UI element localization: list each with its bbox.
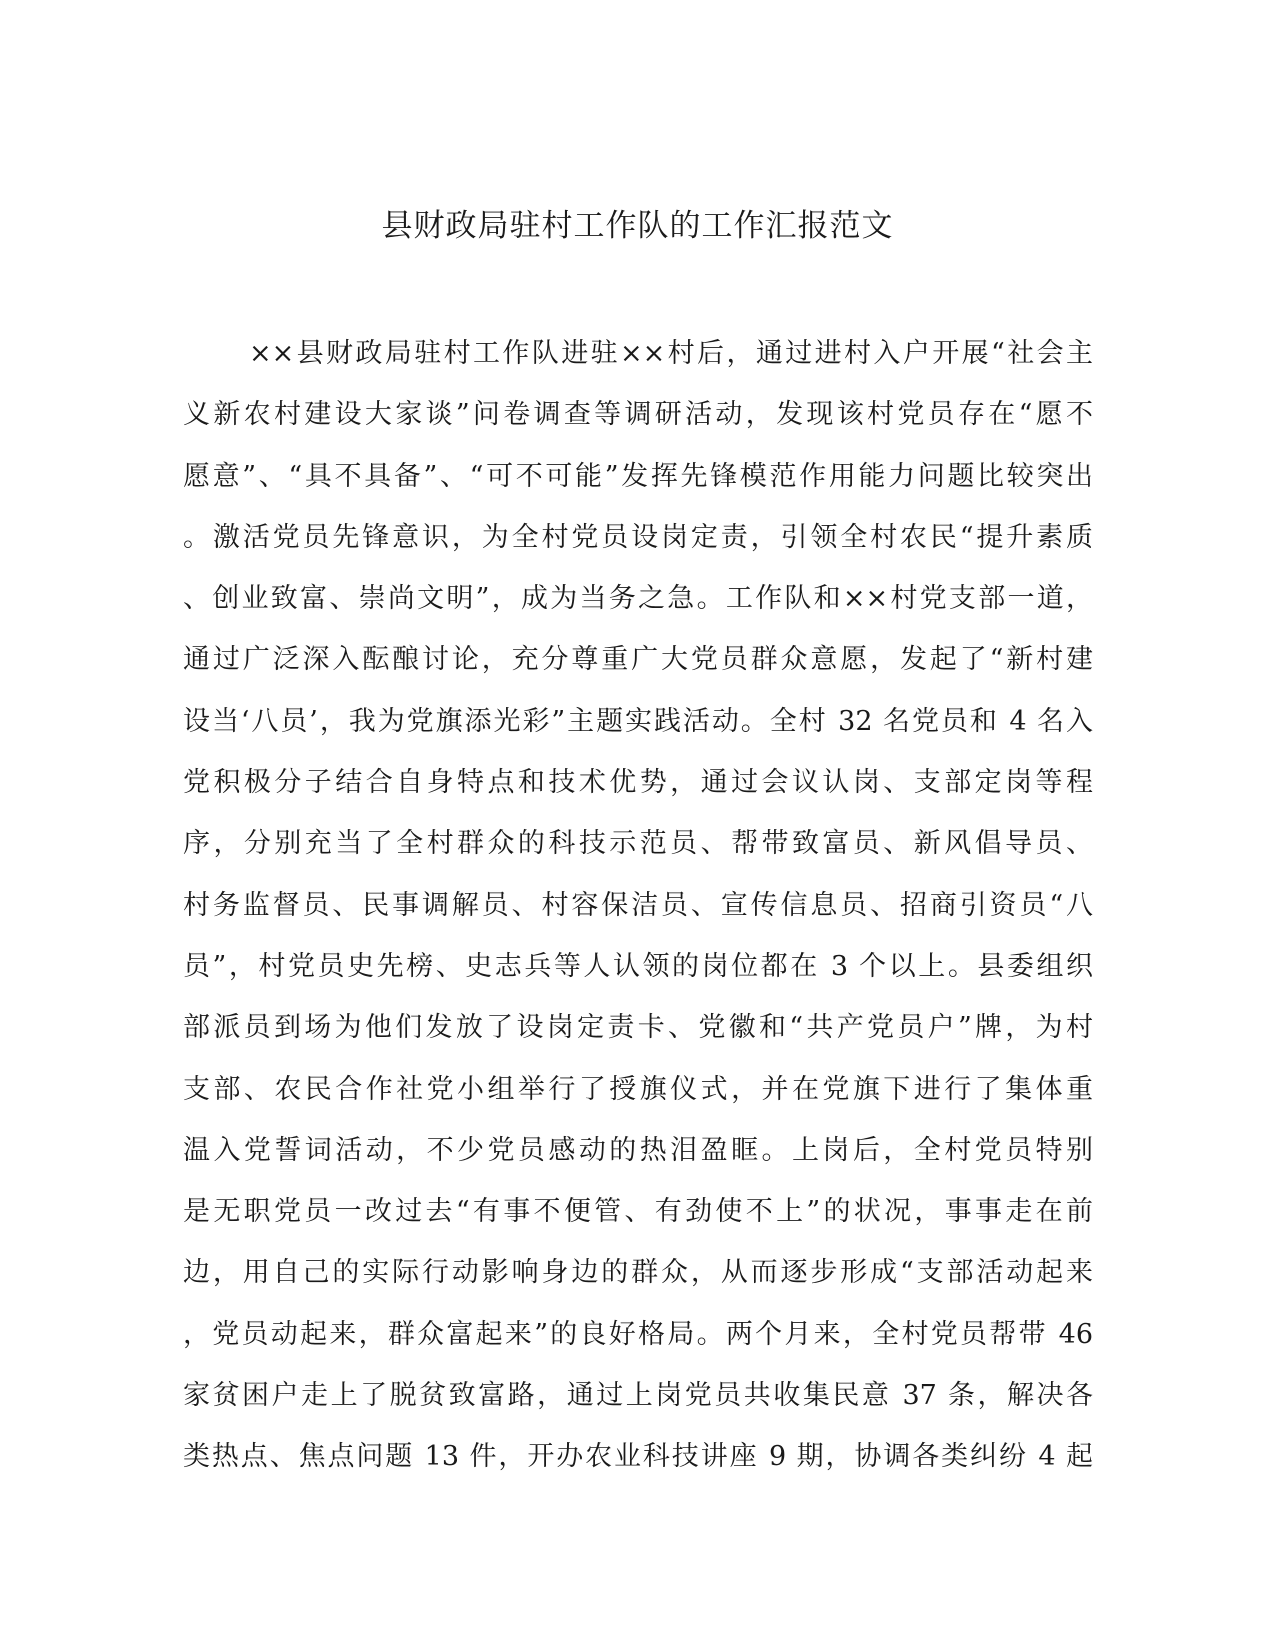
body-line: 通过广泛深入酝酿讨论，充分尊重广大党员群众意愿，发起了“新村建 [183,644,1093,676]
body-line: 边，用自己的实际行动影响身边的群众，从而逐步形成“支部活动起来 [183,1257,1093,1289]
body-line: 是无职党员一改过去“有事不便管、有劲使不上”的状况，事事走在前 [183,1196,1093,1228]
document-title: 县财政局驻村工作队的工作汇报范文 [381,208,894,244]
body-line: 类热点、焦点问题 13 件，开办农业科技讲座 9 期，协调各类纠纷 4 起 [183,1441,1093,1473]
body-line: ××县财政局驻村工作队进驻××村后，通过进村入户开展“社会主 [249,338,1093,369]
body-line: 。激活党员先锋意识，为全村党员设岗定责，引领全村农民“提升素质 [183,521,1093,553]
body-line: 序，分别充当了全村群众的科技示范员、帮带致富员、新风倡导员、 [183,828,1093,860]
body-line: 义新农村建设大家谈”问卷调查等调研活动，发现该村党员存在“愿不 [183,399,1093,431]
document-body [183,323,1093,1488]
body-line: ，党员动起来，群众富起来”的良好格局。两个月来，全村党员帮带 46 [183,1318,1093,1350]
body-line: 设当‘八员’，我为党旗添光彩”主题实践活动。全村 32 名党员和 4 名入 [183,705,1093,737]
body-line: 部派员到场为他们发放了设岗定责卡、党徽和“共产党员户”牌，为村 [183,1012,1093,1044]
body-line: 愿意”、“具不具备”、“可不可能”发挥先锋模范作用能力问题比较突出 [183,460,1093,492]
body-line: 温入党誓词活动，不少党员感动的热泪盈眶。上岗后，全村党员特别 [183,1134,1093,1166]
body-line: 家贫困户走上了脱贫致富路，通过上岗党员共收集民意 37 条，解决各 [183,1380,1093,1412]
body-line: 支部、农民合作社党小组举行了授旗仪式，并在党旗下进行了集体重 [183,1073,1093,1105]
body-line: 、创业致富、崇尚文明”，成为当务之急。工作队和××村党支部一道， [183,583,1093,615]
body-line: 员”，村党员史先榜、史志兵等人认领的岗位都在 3 个以上。县委组织 [183,950,1093,982]
body-line: 党积极分子结合自身特点和技术优势，通过会议认岗、支部定岗等程 [183,767,1093,799]
body-line: 村务监督员、民事调解员、村容保洁员、宣传信息员、招商引资员“八 [183,889,1093,921]
